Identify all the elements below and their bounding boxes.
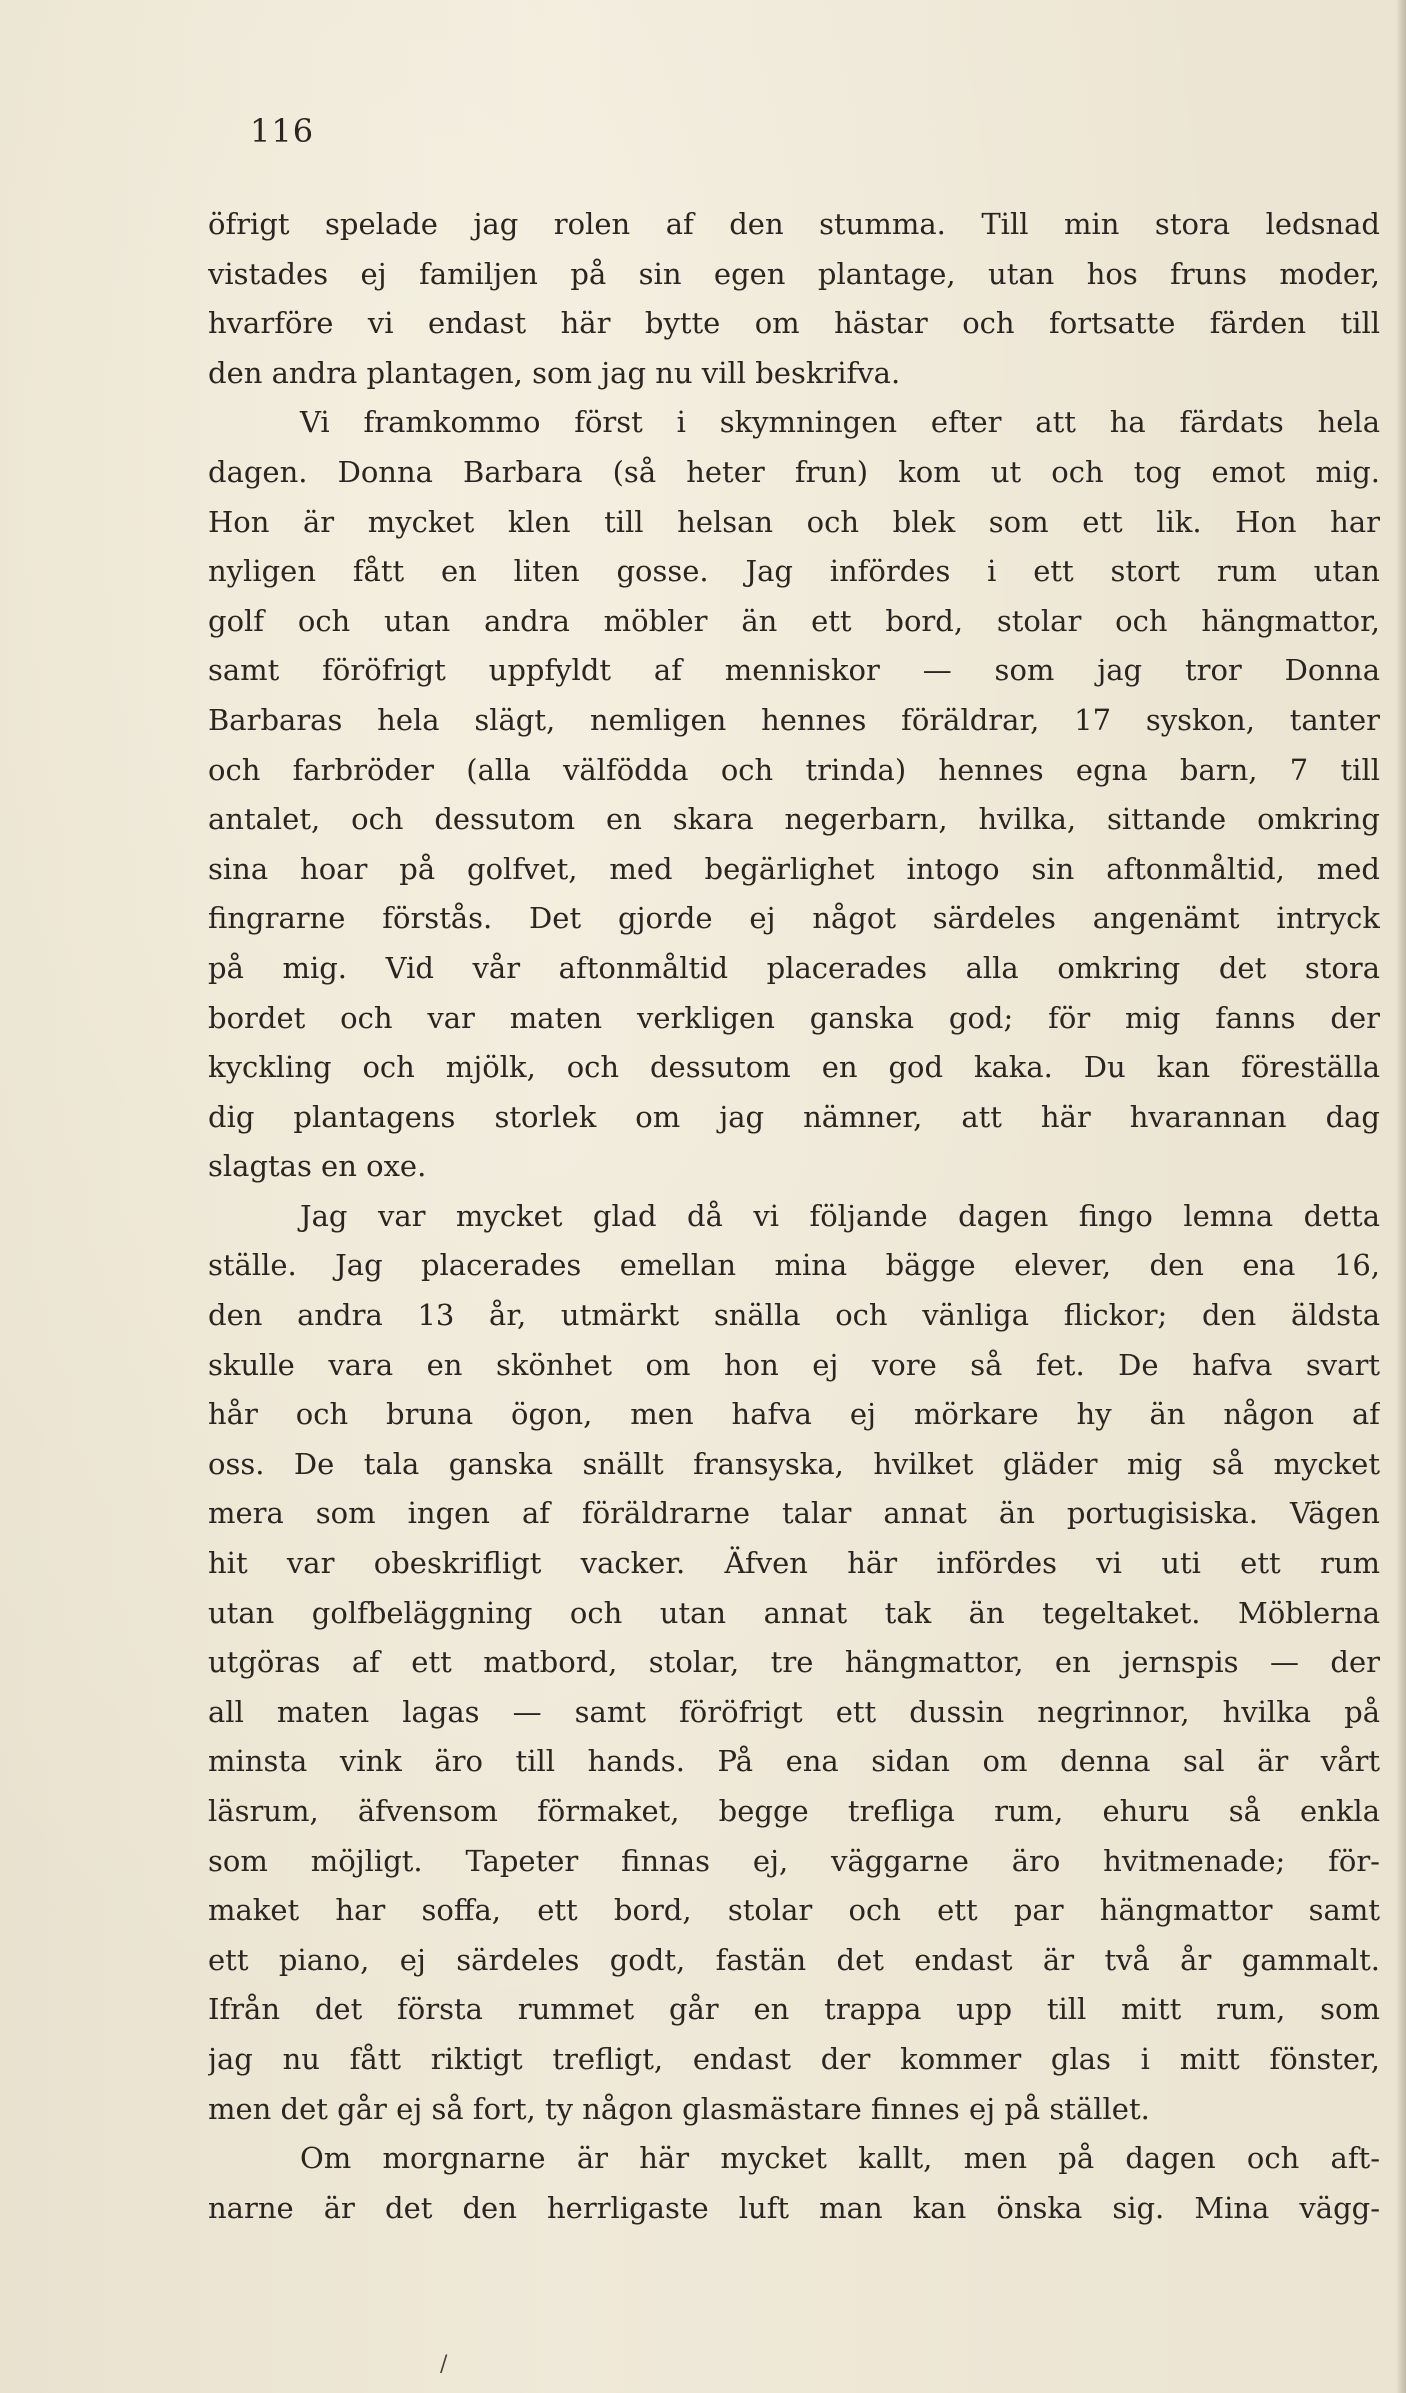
text-line: den andra plantagen, som jag nu vill beskrifva. (208, 355, 901, 390)
text-line: läsrum, äfvensom förmaket, begge trefliga rum, ehuru så enkla (208, 1794, 1380, 1828)
text-line: nyligen fått en liten gosse. Jag infördes i ett stort rum utan (208, 554, 1380, 589)
text-line: utan golfbeläggning och utan annat tak än tegeltaket. Möblerna (208, 1595, 1380, 1630)
text-line: mera som ingen af föräldrarne talar annat än portugisiska. Vägen (208, 1496, 1380, 1531)
text-line: slagtas en oxe. (208, 1149, 427, 1184)
text-line: Jag var mycket glad då vi följande dagen fingo lemna detta (300, 1198, 1380, 1233)
text-line: dig plantagens storlek om jag nämner, att här hvarannan dag (208, 1099, 1380, 1134)
text-line: sina hoar på golfvet, med begärlighet intogo sin aftonmåltid, med (208, 851, 1380, 886)
body-text (208, 200, 1380, 2233)
text-line: skulle vara en skönhet om hon ej vore så fet. De hafva svart (208, 1347, 1380, 1382)
page-number: 116 (250, 112, 315, 150)
text-line: och farbröder (alla välfödda och trinda) hennes egna barn, 7 till (208, 752, 1380, 787)
text-line: minsta vink äro till hands. På ena sidan om denna sal är vårt (208, 1744, 1380, 1779)
text-line: kyckling och mjölk, och dessutom en god kaka. Du kan föreställa (208, 1050, 1380, 1085)
text-line: ställe. Jag placerades emellan mina bägge elever, den ena 16, (208, 1248, 1380, 1283)
text-line: men det går ej så fort, ty någon glasmästare finnes ej på stället. (208, 2091, 1150, 2126)
text-line: Ifrån det första rummet går en trappa upp till mitt rum, som (208, 1992, 1380, 2027)
text-line: Vi framkommo först i skymningen efter att ha färdats hela (300, 405, 1380, 440)
text-line: den andra 13 år, utmärkt snälla och vänliga flickor; den äldsta (208, 1298, 1380, 1333)
text-line: hår och bruna ögon, men hafva ej mörkare hy än någon af (208, 1397, 1380, 1432)
stray-mark: / (440, 2352, 448, 2377)
text-line: oss. De tala ganska snällt fransyska, hvilket gläder mig så mycket (208, 1446, 1380, 1481)
text-line: vistades ej familjen på sin egen plantage, utan hos fruns moder, (208, 256, 1380, 291)
text-line: på mig. Vid vår aftonmåltid placerades alla omkring det stora (208, 950, 1380, 985)
text-line: öfrigt spelade jag rolen af den stumma. Till min stora ledsnad (208, 207, 1380, 241)
text-line: jag nu fått riktigt trefligt, endast der kommer glas i mitt fönster, (208, 2041, 1380, 2076)
page-edge-shadow (1396, 0, 1406, 2393)
text-line: Om morgnarne är här mycket kallt, men på dagen och aft- (300, 2141, 1380, 2176)
text-line: Hon är mycket klen till helsan och blek som ett lik. Hon har (208, 504, 1380, 539)
text-line: narne är det den herrligaste luft man kan önska sig. Mina vägg- (208, 2190, 1380, 2225)
text-line: fingrarne förstås. Det gjorde ej något särdeles angenämt intryck (208, 901, 1380, 936)
text-line: maket har soffa, ett bord, stolar och ett par hängmattor samt (208, 1893, 1380, 1928)
text-line: utgöras af ett matbord, stolar, tre hängmattor, en jernspis — der (208, 1645, 1380, 1680)
text-line: all maten lagas — samt föröfrigt ett dussin negrinnor, hvilka på (208, 1694, 1380, 1729)
text-line: Barbaras hela slägt, nemligen hennes föräldrar, 17 syskon, tanter (208, 702, 1380, 737)
text-line: antalet, och dessutom en skara negerbarn, hvilka, sittande omkring (208, 802, 1380, 837)
text-line: som möjligt. Tapeter finnas ej, väggarne äro hvitmenade; för- (208, 1843, 1380, 1878)
text-line: bordet och var maten verkligen ganska god; för mig fanns der (208, 1000, 1380, 1035)
text-line: hvarföre vi endast här bytte om hästar och fortsatte färden till (208, 306, 1380, 341)
text-line: samt föröfrigt uppfyldt af menniskor — som jag tror Donna (208, 653, 1380, 688)
text-line: golf och utan andra möbler än ett bord, stolar och hängmattor, (208, 603, 1380, 638)
text-line: hit var obeskrifligt vacker. Äfven här infördes vi uti ett rum (208, 1546, 1380, 1581)
text-line: dagen. Donna Barbara (så heter frun) kom ut och tog emot mig. (208, 454, 1380, 489)
text-line: ett piano, ej särdeles godt, fastän det endast är två år gammalt. (208, 1942, 1380, 1977)
